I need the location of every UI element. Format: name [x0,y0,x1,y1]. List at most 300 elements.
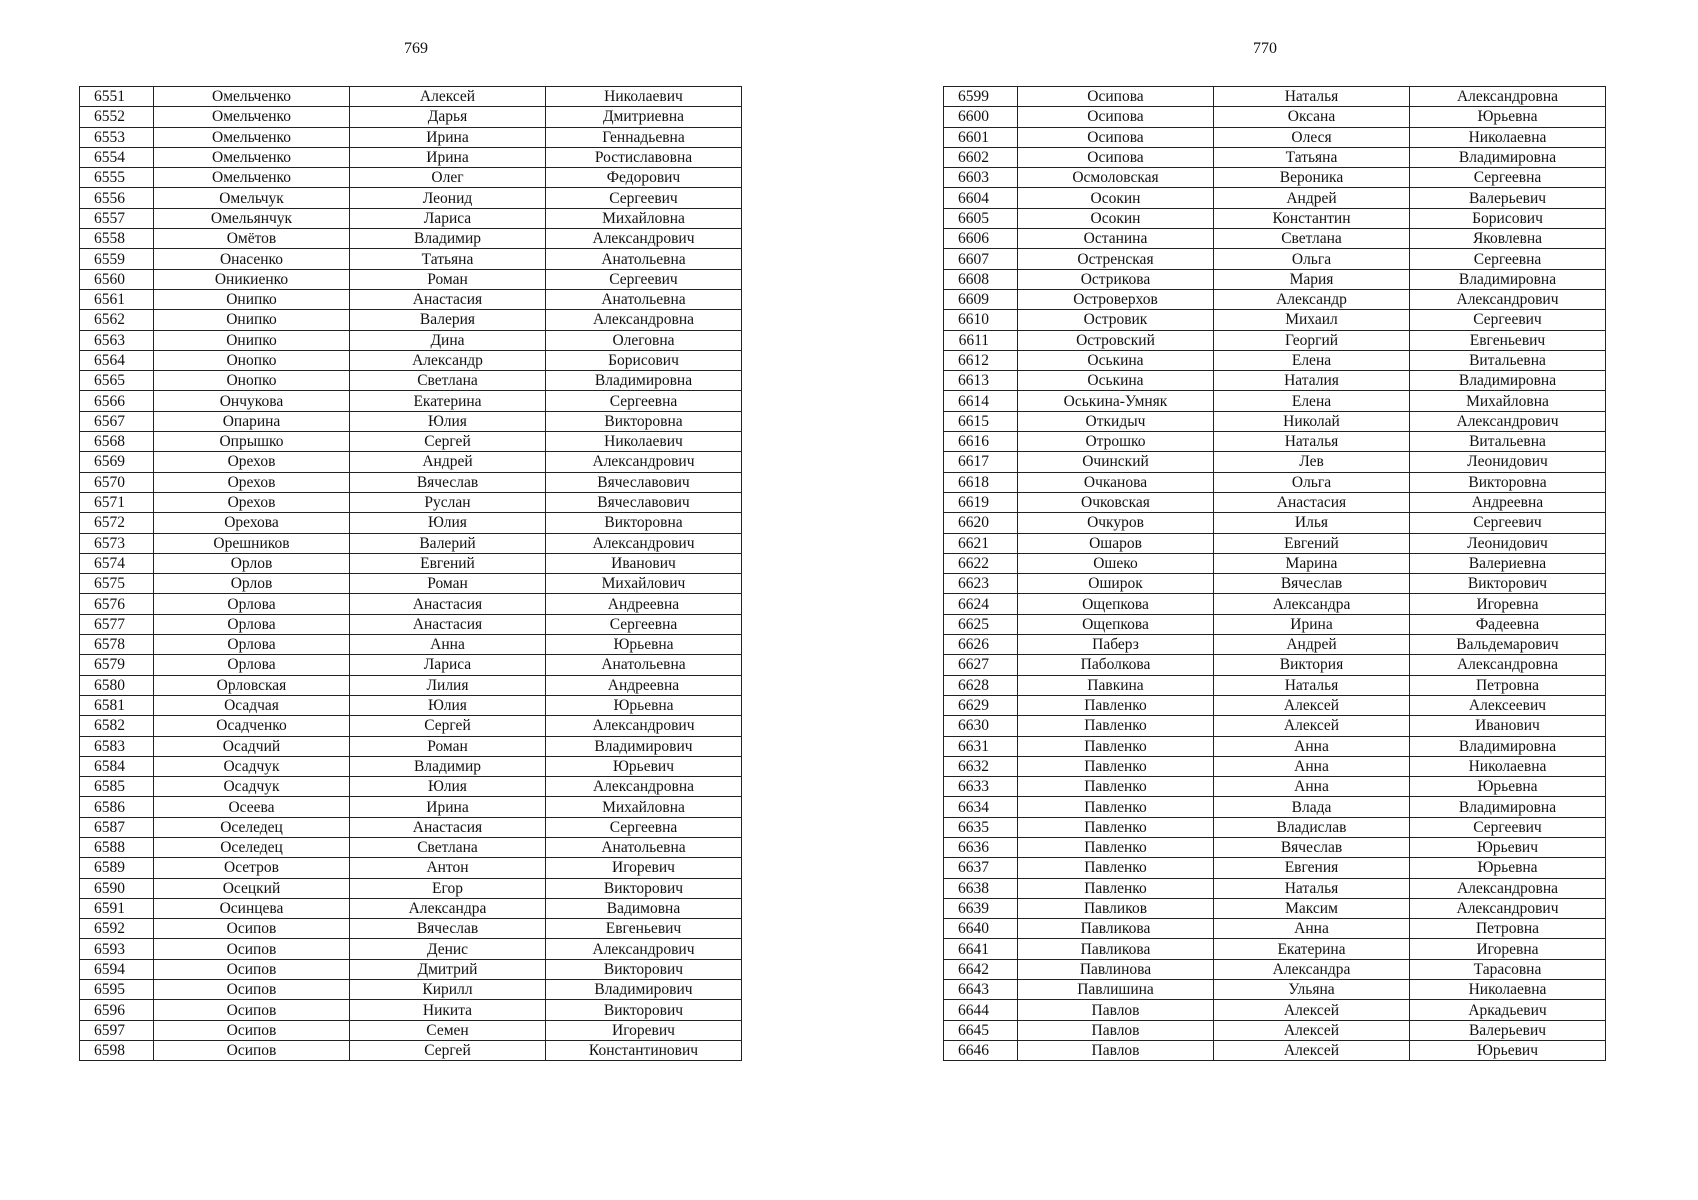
row-number: 6644 [944,1000,1018,1020]
table-row [944,553,1606,573]
patronymic-cell: Андреевна [546,594,742,614]
surname-cell: Осипова [1018,147,1214,167]
surname-cell: Оськина-Умняк [1018,391,1214,411]
given-name-cell: Светлана [1214,229,1410,249]
given-name-cell: Влада [1214,797,1410,817]
surname-cell: Ошаров [1018,533,1214,553]
row-number: 6594 [80,959,154,979]
given-name-cell: Александра [350,898,546,918]
row-number: 6604 [944,188,1018,208]
table-row [944,797,1606,817]
given-name-cell: Владимир [350,756,546,776]
surname-cell: Орлова [154,635,350,655]
given-name-cell: Максим [1214,898,1410,918]
table-row [944,1000,1606,1020]
table-row [944,980,1606,1000]
table-row [944,777,1606,797]
table-row [80,614,742,634]
surname-cell: Осадчая [154,695,350,715]
patronymic-cell: Игоревич [546,1020,742,1040]
given-name-cell: Наталья [1214,432,1410,452]
given-name-cell: Вячеслав [350,472,546,492]
patronymic-cell: Викторовна [546,513,742,533]
table-row [944,289,1606,309]
row-number: 6632 [944,756,1018,776]
patronymic-cell: Александрович [1410,289,1606,309]
row-number: 6586 [80,797,154,817]
surname-cell: Павлинова [1018,959,1214,979]
surname-cell: Павленко [1018,777,1214,797]
given-name-cell: Алексей [1214,1020,1410,1040]
table-row [944,959,1606,979]
table-row [80,107,742,127]
table-row [944,858,1606,878]
surname-cell: Омельченко [154,107,350,127]
surname-cell: Павкина [1018,675,1214,695]
surname-cell: Онипко [154,310,350,330]
surname-cell: Омётов [154,229,350,249]
row-number: 6570 [80,472,154,492]
row-number: 6642 [944,959,1018,979]
row-number: 6557 [80,208,154,228]
given-name-cell: Лилия [350,675,546,695]
surname-cell: Осипова [1018,127,1214,147]
patronymic-cell: Николаевна [1410,127,1606,147]
table-row [944,452,1606,472]
patronymic-cell: Петровна [1410,919,1606,939]
row-number: 6600 [944,107,1018,127]
row-number: 6560 [80,269,154,289]
row-number: 6581 [80,695,154,715]
patronymic-cell: Александровна [1410,655,1606,675]
row-number: 6636 [944,837,1018,857]
table-row [80,919,742,939]
table-row [944,127,1606,147]
surname-cell: Осадчук [154,756,350,776]
surname-cell: Онасенко [154,249,350,269]
given-name-cell: Андрей [1214,188,1410,208]
table-row [944,107,1606,127]
table-row [80,939,742,959]
row-number: 6602 [944,147,1018,167]
row-number: 6608 [944,269,1018,289]
row-number: 6645 [944,1020,1018,1040]
surname-cell: Опарина [154,411,350,431]
row-number: 6637 [944,858,1018,878]
table-row [944,249,1606,269]
table-row [80,716,742,736]
surname-cell: Орлов [154,574,350,594]
row-number: 6631 [944,736,1018,756]
surname-cell: Орловская [154,675,350,695]
table-row [944,350,1606,370]
given-name-cell: Лариса [350,208,546,228]
patronymic-cell: Вадимовна [546,898,742,918]
surname-cell: Павленко [1018,878,1214,898]
table-row [944,878,1606,898]
given-name-cell: Константин [1214,208,1410,228]
given-name-cell: Татьяна [350,249,546,269]
row-number: 6623 [944,574,1018,594]
table-row [944,168,1606,188]
surname-cell: Отрошко [1018,432,1214,452]
given-name-cell: Владислав [1214,817,1410,837]
patronymic-cell: Юрьевна [1410,107,1606,127]
patronymic-cell: Борисович [546,350,742,370]
given-name-cell: Олеся [1214,127,1410,147]
row-number: 6590 [80,878,154,898]
table-row [944,898,1606,918]
surname-cell: Павлов [1018,1000,1214,1020]
surname-cell: Опрышко [154,432,350,452]
given-name-cell: Оксана [1214,107,1410,127]
patronymic-cell: Михайлович [546,574,742,594]
given-name-cell: Анна [1214,777,1410,797]
given-name-cell: Ольга [1214,472,1410,492]
patronymic-cell: Иванович [1410,716,1606,736]
table-row [944,817,1606,837]
given-name-cell: Дмитрий [350,959,546,979]
given-name-cell: Юлия [350,411,546,431]
given-name-cell: Юлия [350,777,546,797]
surname-cell: Павленко [1018,817,1214,837]
table-row [944,1040,1606,1060]
given-name-cell: Семен [350,1020,546,1040]
surname-cell: Омельченко [154,147,350,167]
patronymic-cell: Олеговна [546,330,742,350]
row-number: 6578 [80,635,154,655]
given-name-cell: Наталья [1214,87,1410,107]
given-name-cell: Егор [350,878,546,898]
given-name-cell: Алексей [350,87,546,107]
table-row [944,635,1606,655]
surname-cell: Осадчий [154,736,350,756]
given-name-cell: Мария [1214,269,1410,289]
row-number: 6566 [80,391,154,411]
surname-cell: Орехова [154,513,350,533]
row-number: 6591 [80,898,154,918]
given-name-cell: Александра [1214,959,1410,979]
row-number: 6613 [944,371,1018,391]
given-name-cell: Светлана [350,837,546,857]
patronymic-cell: Николаевна [1410,980,1606,1000]
patronymic-cell: Вальдемарович [1410,635,1606,655]
row-number: 6640 [944,919,1018,939]
table-row [80,127,742,147]
table-row [944,229,1606,249]
patronymic-cell: Сергеевич [1410,513,1606,533]
surname-cell: Орлова [154,655,350,675]
surname-cell: Орешников [154,533,350,553]
row-number: 6556 [80,188,154,208]
given-name-cell: Марина [1214,553,1410,573]
surname-cell: Осипов [154,980,350,1000]
patronymic-cell: Александрович [1410,411,1606,431]
given-name-cell: Ольга [1214,249,1410,269]
patronymic-cell: Борисович [1410,208,1606,228]
patronymic-cell: Юрьевич [1410,837,1606,857]
surname-cell: Павлов [1018,1040,1214,1060]
table-row [944,269,1606,289]
table-row [80,229,742,249]
given-name-cell: Руслан [350,492,546,512]
patronymic-cell: Викторовна [1410,472,1606,492]
table-row [80,553,742,573]
table-row [80,635,742,655]
patronymic-cell: Сергеевич [546,269,742,289]
row-number: 6625 [944,614,1018,634]
table-row [80,878,742,898]
given-name-cell: Дина [350,330,546,350]
row-number: 6643 [944,980,1018,1000]
given-name-cell: Анастасия [350,817,546,837]
row-number: 6574 [80,553,154,573]
patronymic-cell: Сергеевна [546,391,742,411]
given-name-cell: Наталия [1214,371,1410,391]
surname-cell: Орехов [154,452,350,472]
row-number: 6576 [80,594,154,614]
given-name-cell: Юлия [350,513,546,533]
row-number: 6601 [944,127,1018,147]
patronymic-cell: Викторович [1410,574,1606,594]
row-number: 6559 [80,249,154,269]
table-row [944,574,1606,594]
surname-cell: Осокин [1018,208,1214,228]
row-number: 6561 [80,289,154,309]
row-number: 6596 [80,1000,154,1020]
surname-cell: Павленко [1018,797,1214,817]
given-name-cell: Екатерина [350,391,546,411]
surname-cell: Омельчук [154,188,350,208]
given-name-cell: Никита [350,1000,546,1020]
roster-body [944,87,1606,1061]
table-row [80,330,742,350]
row-number: 6626 [944,635,1018,655]
given-name-cell: Ирина [1214,614,1410,634]
surname-cell: Омельченко [154,168,350,188]
row-number: 6617 [944,452,1018,472]
surname-cell: Осипова [1018,87,1214,107]
given-name-cell: Андрей [350,452,546,472]
given-name-cell: Елена [1214,391,1410,411]
row-number: 6568 [80,432,154,452]
surname-cell: Онипко [154,289,350,309]
row-number: 6575 [80,574,154,594]
patronymic-cell: Анатольевна [546,249,742,269]
row-number: 6612 [944,350,1018,370]
surname-cell: Осмоловская [1018,168,1214,188]
surname-cell: Осадчук [154,777,350,797]
table-row [80,310,742,330]
table-row [80,472,742,492]
row-number: 6607 [944,249,1018,269]
patronymic-cell: Михайловна [546,797,742,817]
surname-cell: Очковская [1018,492,1214,512]
surname-cell: Павликова [1018,939,1214,959]
table-row [80,817,742,837]
patronymic-cell: Владимировна [1410,736,1606,756]
surname-cell: Онопко [154,371,350,391]
table-row [80,87,742,107]
row-number: 6627 [944,655,1018,675]
row-number: 6552 [80,107,154,127]
patronymic-cell: Анатольевна [546,289,742,309]
surname-cell: Останина [1018,229,1214,249]
patronymic-cell: Валерьевич [1410,188,1606,208]
table-row [944,472,1606,492]
surname-cell: Орехов [154,472,350,492]
surname-cell: Ощепкова [1018,594,1214,614]
given-name-cell: Денис [350,939,546,959]
table-row [80,675,742,695]
surname-cell: Павленко [1018,736,1214,756]
patronymic-cell: Александрович [546,452,742,472]
patronymic-cell: Дмитриевна [546,107,742,127]
patronymic-cell: Юрьевна [1410,777,1606,797]
row-number: 6609 [944,289,1018,309]
table-row [944,837,1606,857]
surname-cell: Островский [1018,330,1214,350]
surname-cell: Осипов [154,959,350,979]
patronymic-cell: Витальевна [1410,350,1606,370]
row-number: 6580 [80,675,154,695]
roster-table [79,86,742,1061]
row-number: 6622 [944,553,1018,573]
table-row [80,147,742,167]
given-name-cell: Лариса [350,655,546,675]
patronymic-cell: Александрович [546,229,742,249]
surname-cell: Ончукова [154,391,350,411]
patronymic-cell: Вячеславович [546,492,742,512]
surname-cell: Онипко [154,330,350,350]
table-row [80,655,742,675]
surname-cell: Откидыч [1018,411,1214,431]
row-number: 6615 [944,411,1018,431]
surname-cell: Павленко [1018,858,1214,878]
table-row [944,310,1606,330]
patronymic-cell: Леонидович [1410,452,1606,472]
patronymic-cell: Юрьевна [546,695,742,715]
patronymic-cell: Евгеньевич [1410,330,1606,350]
table-row [944,533,1606,553]
row-number: 6585 [80,777,154,797]
patronymic-cell: Сергеевна [546,817,742,837]
given-name-cell: Татьяна [1214,147,1410,167]
given-name-cell: Анна [1214,919,1410,939]
given-name-cell: Светлана [350,371,546,391]
table-row [80,289,742,309]
row-number: 6635 [944,817,1018,837]
surname-cell: Островик [1018,310,1214,330]
table-row [944,147,1606,167]
table-row [80,695,742,715]
surname-cell: Павленко [1018,756,1214,776]
table-row [80,188,742,208]
surname-cell: Онопко [154,350,350,370]
given-name-cell: Алексей [1214,1040,1410,1060]
surname-cell: Осипова [1018,107,1214,127]
patronymic-cell: Александровна [1410,878,1606,898]
given-name-cell: Роман [350,736,546,756]
surname-cell: Омельченко [154,127,350,147]
patronymic-cell: Иванович [546,553,742,573]
given-name-cell: Вячеслав [1214,574,1410,594]
table-row [80,858,742,878]
surname-cell: Орлова [154,614,350,634]
patronymic-cell: Леонидович [1410,533,1606,553]
surname-cell: Осеева [154,797,350,817]
row-number: 6614 [944,391,1018,411]
patronymic-cell: Александрович [1410,898,1606,918]
patronymic-cell: Александрович [546,939,742,959]
patronymic-cell: Сергеевна [1410,168,1606,188]
table-row [944,716,1606,736]
patronymic-cell: Александровна [546,777,742,797]
surname-cell: Осокин [1018,188,1214,208]
given-name-cell: Алексей [1214,1000,1410,1020]
table-row [944,939,1606,959]
surname-cell: Осипов [154,1000,350,1020]
patronymic-cell: Викторович [546,1000,742,1020]
patronymic-cell: Николаевич [546,87,742,107]
patronymic-cell: Николаевич [546,432,742,452]
table-row [80,980,742,1000]
surname-cell: Орехов [154,492,350,512]
table-row [80,208,742,228]
row-number: 6597 [80,1020,154,1040]
table-row [80,1040,742,1060]
surname-cell: Очинский [1018,452,1214,472]
given-name-cell: Анна [1214,756,1410,776]
patronymic-cell: Вячеславович [546,472,742,492]
surname-cell: Оселедец [154,817,350,837]
given-name-cell: Леонид [350,188,546,208]
table-row [80,492,742,512]
patronymic-cell: Викторовна [546,411,742,431]
surname-cell: Очканова [1018,472,1214,492]
given-name-cell: Кирилл [350,980,546,1000]
table-row [944,614,1606,634]
given-name-cell: Анна [350,635,546,655]
given-name-cell: Олег [350,168,546,188]
row-number: 6606 [944,229,1018,249]
surname-cell: Паболкова [1018,655,1214,675]
given-name-cell: Анастасия [1214,492,1410,512]
row-number: 6579 [80,655,154,675]
row-number: 6583 [80,736,154,756]
given-name-cell: Георгий [1214,330,1410,350]
patronymic-cell: Петровна [1410,675,1606,695]
row-number: 6582 [80,716,154,736]
given-name-cell: Роман [350,269,546,289]
table-row [80,411,742,431]
surname-cell: Оськина [1018,371,1214,391]
given-name-cell: Сергей [350,1040,546,1060]
table-row [944,1020,1606,1040]
table-row [80,959,742,979]
patronymic-cell: Андреевна [1410,492,1606,512]
table-row [80,898,742,918]
page-right [849,0,1698,1200]
table-row [944,371,1606,391]
surname-cell: Осетров [154,858,350,878]
row-number: 6621 [944,533,1018,553]
patronymic-cell: Юрьевич [546,756,742,776]
row-number: 6571 [80,492,154,512]
patronymic-cell: Владимировна [1410,371,1606,391]
table-row [944,188,1606,208]
patronymic-cell: Яковлевна [1410,229,1606,249]
